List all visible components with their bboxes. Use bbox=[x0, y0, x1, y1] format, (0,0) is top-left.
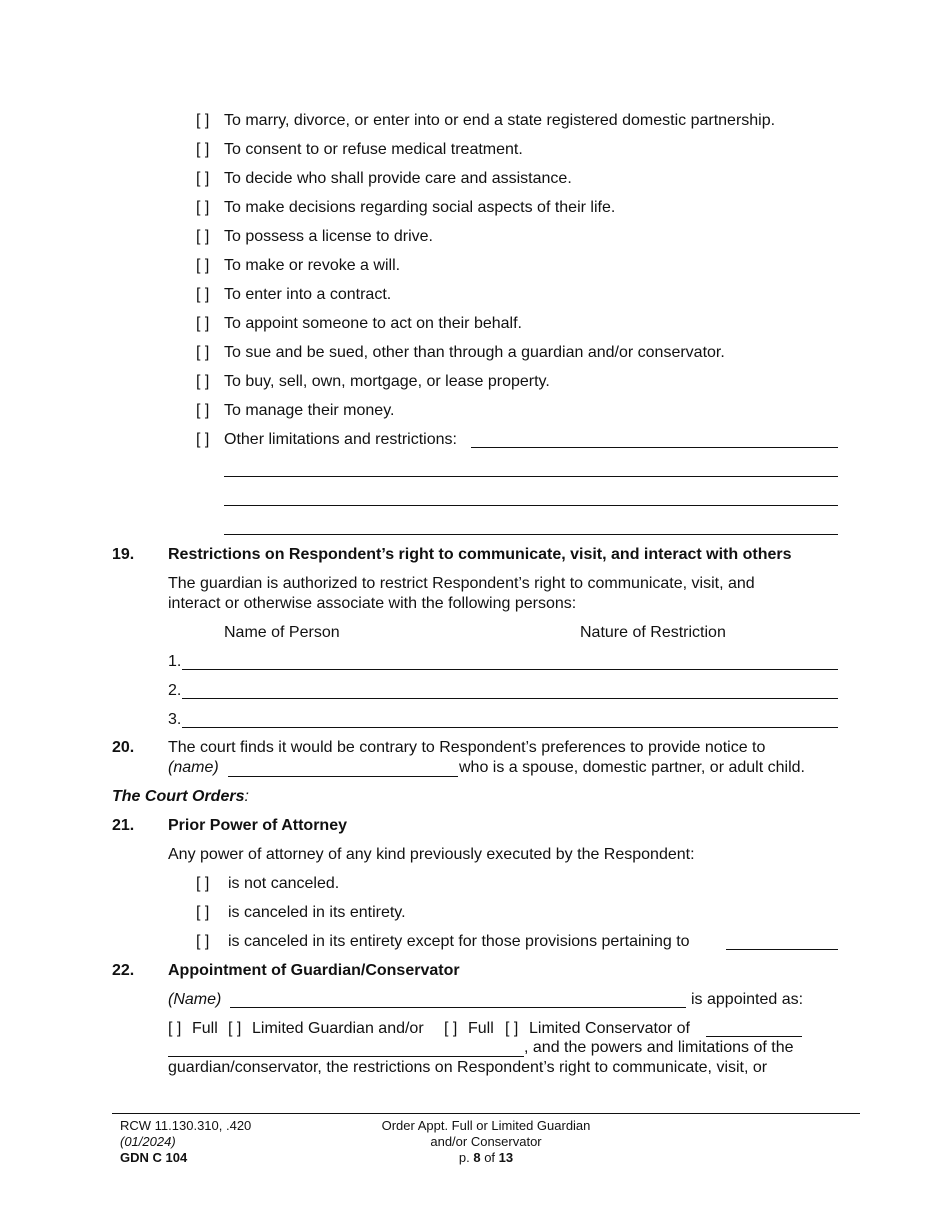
restriction-row-3-line[interactable] bbox=[182, 727, 838, 728]
section-22-line2-tail: , and the powers and limitations of the bbox=[524, 1039, 794, 1056]
page-prefix: p. bbox=[458, 1150, 470, 1165]
section-21-title: Prior Power of Attorney bbox=[168, 817, 347, 834]
column-header-name-of-person: Name of Person bbox=[224, 624, 340, 641]
limited-conservator-label: Limited Conservator of bbox=[529, 1020, 690, 1037]
section-20-name-label: (name) bbox=[168, 759, 219, 776]
section-22-number: 22. bbox=[112, 962, 135, 979]
other-limitations-line-4[interactable] bbox=[224, 534, 838, 535]
restriction-row-1-line[interactable] bbox=[182, 669, 838, 670]
footer-rcw: RCW 11.130.310, .420 bbox=[120, 1118, 252, 1133]
limitation-checkbox[interactable]: [ ] bbox=[196, 170, 210, 187]
poa-option-2-label: is canceled in its entirety. bbox=[228, 904, 406, 921]
limitation-checkbox[interactable]: [ ] bbox=[196, 431, 210, 448]
limited-guardian-checkbox[interactable]: [ ] bbox=[228, 1020, 242, 1037]
footer-page-number bbox=[336, 1150, 636, 1166]
page-current: 8 bbox=[473, 1150, 481, 1165]
restriction-row-2-number: 2. bbox=[168, 682, 182, 699]
limitation-checkbox[interactable]: [ ] bbox=[196, 315, 210, 332]
limitation-label: To make decisions regarding social aspects of their life. bbox=[224, 199, 616, 216]
limitation-label: To enter into a contract. bbox=[224, 286, 392, 303]
conservator-of-line[interactable] bbox=[706, 1036, 802, 1037]
other-limitations-line-2[interactable] bbox=[224, 476, 838, 477]
limitation-checkbox[interactable]: [ ] bbox=[196, 286, 210, 303]
section-20-name-line[interactable] bbox=[228, 776, 458, 777]
footer-form-id: GDN C 104 bbox=[120, 1150, 188, 1165]
restriction-row-1-number: 1. bbox=[168, 653, 182, 670]
section-22-line3: guardian/conservator, the restrictions on Respondent’s right to communicate, visit, or bbox=[168, 1059, 768, 1076]
court-orders-heading bbox=[112, 787, 249, 807]
section-22-name-line[interactable] bbox=[230, 1007, 686, 1008]
limitation-label: To consent to or refuse medical treatment. bbox=[224, 141, 523, 158]
poa-option-3-label: is canceled in its entirety except for those provisions pertaining to bbox=[228, 933, 690, 950]
limitation-checkbox[interactable]: [ ] bbox=[196, 344, 210, 361]
section-19-body-line1: The guardian is authorized to restrict Respondent’s right to communicate, visit, and bbox=[168, 575, 755, 592]
other-limitations-line-1[interactable] bbox=[471, 447, 838, 448]
restriction-row-3-number: 3. bbox=[168, 711, 182, 728]
limitation-checkbox[interactable]: [ ] bbox=[196, 228, 210, 245]
section-21-intro: Any power of attorney of any kind previously executed by the Respondent: bbox=[168, 846, 695, 863]
section-22-title: Appointment of Guardian/Conservator bbox=[168, 962, 460, 979]
footer-title-line2: and/or Conservator bbox=[430, 1134, 542, 1149]
limitation-label: To decide who shall provide care and assistance. bbox=[224, 170, 572, 187]
section-20-number: 20. bbox=[112, 739, 135, 756]
section-22-name-label: (Name) bbox=[168, 991, 222, 1008]
footer-title-line1: Order Appt. Full or Limited Guardian bbox=[381, 1118, 591, 1133]
limitation-checkbox[interactable]: [ ] bbox=[196, 112, 210, 129]
limitation-checkbox[interactable]: [ ] bbox=[196, 373, 210, 390]
page-of: of bbox=[484, 1150, 496, 1165]
section-19-body-line2: interact or otherwise associate with the following persons: bbox=[168, 595, 577, 612]
full-conservator-checkbox[interactable]: [ ] bbox=[444, 1020, 458, 1037]
footer-date: (01/2024) bbox=[120, 1134, 176, 1149]
restriction-row-2-line[interactable] bbox=[182, 698, 838, 699]
court-orders-label: The Court Orders bbox=[112, 788, 245, 805]
court-orders-colon: : bbox=[244, 788, 249, 805]
limitation-label: Other limitations and restrictions: bbox=[224, 431, 457, 448]
section-20-line1: The court finds it would be contrary to Respondent’s preferences to provide notice to bbox=[168, 739, 766, 756]
limitation-label: To manage their money. bbox=[224, 402, 395, 419]
limitation-label: To sue and be sued, other than through a guardian and/or conservator. bbox=[224, 344, 725, 361]
full-guardian-checkbox[interactable]: [ ] bbox=[168, 1020, 182, 1037]
limitation-checkbox[interactable]: [ ] bbox=[196, 402, 210, 419]
poa-option-3-checkbox[interactable]: [ ] bbox=[196, 933, 210, 950]
page-total: 13 bbox=[498, 1150, 514, 1165]
full-conservator-label: Full bbox=[468, 1020, 494, 1037]
limitation-checkbox[interactable]: [ ] bbox=[196, 199, 210, 216]
limited-conservator-checkbox[interactable]: [ ] bbox=[505, 1020, 519, 1037]
limited-guardian-label: Limited Guardian and/or bbox=[252, 1020, 424, 1037]
column-header-nature-of-restriction: Nature of Restriction bbox=[580, 624, 726, 641]
section-22-appointed-as: is appointed as: bbox=[691, 991, 804, 1008]
limitation-label: To marry, divorce, or enter into or end a state registered domestic partnership. bbox=[224, 112, 776, 129]
full-guardian-label: Full bbox=[192, 1020, 218, 1037]
section-21-number: 21. bbox=[112, 817, 135, 834]
conservator-of-line-2[interactable] bbox=[168, 1056, 524, 1057]
poa-option-2-checkbox[interactable]: [ ] bbox=[196, 904, 210, 921]
section-19-number: 19. bbox=[112, 546, 135, 563]
section-19-title: Restrictions on Respondent’s right to communicate, visit, and interact with others bbox=[168, 546, 792, 563]
limitation-label: To buy, sell, own, mortgage, or lease property. bbox=[224, 373, 550, 390]
limitation-label: To possess a license to drive. bbox=[224, 228, 433, 245]
limitation-checkbox[interactable]: [ ] bbox=[196, 141, 210, 158]
limitation-label: To appoint someone to act on their behalf. bbox=[224, 315, 522, 332]
footer-rule bbox=[112, 1113, 860, 1114]
poa-option-1-label: is not canceled. bbox=[228, 875, 340, 892]
limitation-label: To make or revoke a will. bbox=[224, 257, 401, 274]
poa-option-1-checkbox[interactable]: [ ] bbox=[196, 875, 210, 892]
other-limitations-line-3[interactable] bbox=[224, 505, 838, 506]
section-20-line2-tail: who is a spouse, domestic partner, or adult child. bbox=[459, 759, 805, 776]
poa-provisions-line[interactable] bbox=[726, 949, 838, 950]
limitation-checkbox[interactable]: [ ] bbox=[196, 257, 210, 274]
